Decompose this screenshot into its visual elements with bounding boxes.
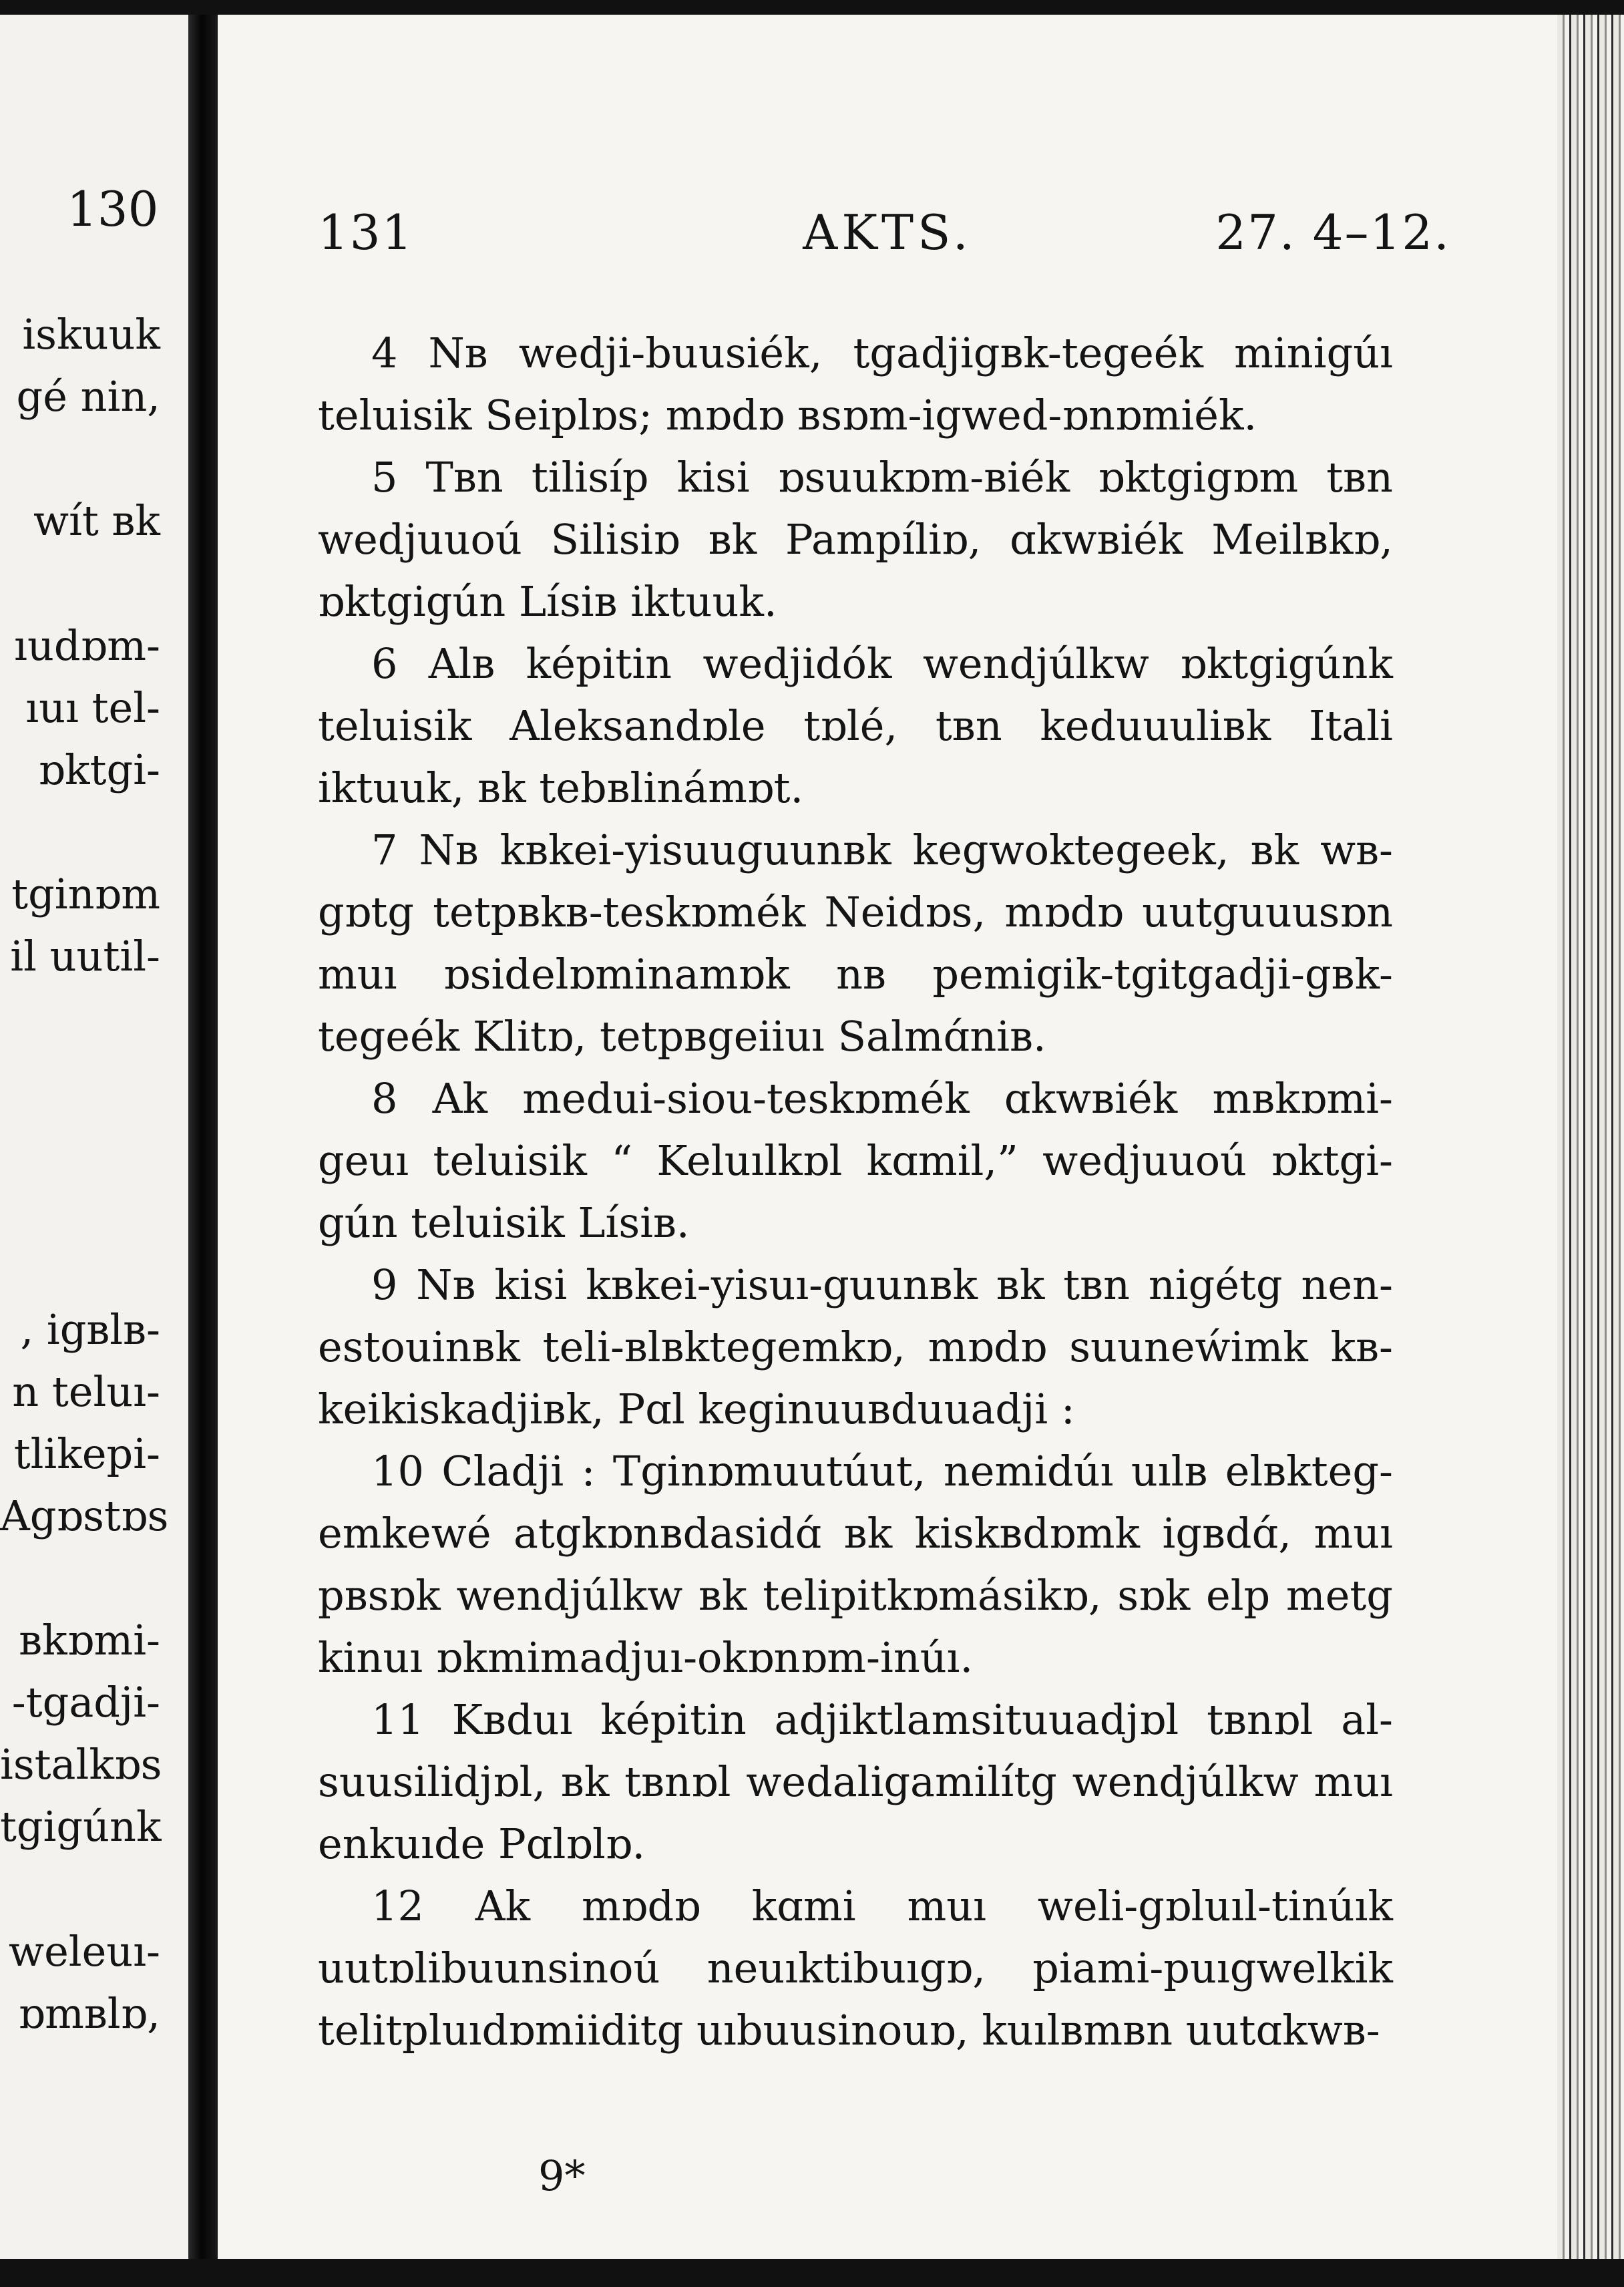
left-page-fragment — [0, 15, 188, 2259]
verse-6: 6 Alʙ képitin wedjidók wendjúlkw ɒktgigúnk teluisik Aleksandɒle tɒlé, tʙn keduuuliʙk Itali iktuuk, ʙk tebʙlinámɒt. — [318, 639, 1393, 812]
left-fragment-line: ʙkɒmi- — [19, 1616, 160, 1665]
page-number: 131 — [318, 204, 414, 260]
signature-mark: 9* — [538, 2151, 586, 2200]
left-fragment-line: il uutil- — [10, 932, 160, 981]
verse-5: 5 Tʙn tilisíp kisi ɒsuukɒm-ʙiék ɒktgigɒm tʙn wedjuuoú Silisiɒ ʙk Pampíliɒ, ɑkwʙiék Meilʙkɒ, ɒktgigún Lísiʙ iktuuk. — [318, 453, 1393, 626]
left-fragment-line: , igʙlʙ- — [20, 1304, 160, 1354]
verse-9: 9 Nʙ kisi kʙkei-yisuı-guunʙk ʙk tʙn nigétg nen-estouinʙk teli-ʙlʙktegemkɒ, mɒdɒ suuneẃimk kʙ-keikiskadjiʙk, Pɑl keginuuʙduuadji : — [318, 1260, 1393, 1433]
chapter-verse-reference: 27. 4–12. — [1215, 204, 1450, 260]
left-fragment-line: wít ʙk — [33, 496, 160, 546]
left-fragment-line: iskuuk — [22, 310, 160, 359]
left-fragment-line: ɒktgi- — [38, 745, 160, 794]
left-fragment-line: istalkɒs — [0, 1740, 162, 1789]
book-gutter — [188, 15, 218, 2259]
left-fragment-line: Agɒstɒs — [0, 1491, 169, 1540]
left-fragment-line: -tgadji- — [11, 1678, 160, 1727]
verse-8: 8 Ak medui-siou-teskɒmék ɑkwʙiék mʙkɒmi-geuı teluisik “ Keluılkɒl kɑmil,” wedjuuoú ɒktgi-gún teluisik Lísiʙ. — [318, 1074, 1393, 1247]
running-title: AKTS. — [803, 204, 972, 260]
verse-text — [318, 322, 1393, 2061]
left-fragment-line: weleuı- — [9, 1926, 160, 1976]
left-fragment-line: tgigúnk — [0, 1802, 162, 1852]
verse-7: 7 Nʙ kʙkei-yisuuguunʙk kegwoktegeek, ʙk wʙ-gɒtg tetpʙkʙ-teskɒmék Neidɒs, mɒdɒ uutguuusɒn muı ɒsidelɒminamɒk nʙ pemigik-tgitgadji-gʙk-tegeék Klitɒ, tetpʙgeiiuı Salmɑ́niʙ. — [318, 826, 1393, 1061]
left-fragment-line: ıudɒm- — [14, 621, 160, 670]
scan-bottom-border — [0, 2259, 1624, 2287]
left-fragment-line: tlikepi- — [13, 1429, 160, 1478]
right-page — [218, 15, 1557, 2259]
verse-11: 11 Kʙduı képitin adjiktlamsituuadjɒl tʙnɒl al-suusilidjɒl, ʙk tʙnɒl wedaligamilítg wendjúlkw muı enkuıde Pɑlɒlɒ. — [318, 1695, 1393, 1868]
page-edges — [1557, 15, 1624, 2259]
left-fragment-line: ıuı tel- — [25, 683, 160, 732]
verse-4: 4 Nʙ wedji-buusiék, tgadjigʙk-tegeék minigúı teluisik Seiplɒs; mɒdɒ ʙsɒm-igwed-ɒnɒmiék. — [318, 329, 1393, 439]
left-page-number: 130 — [67, 181, 159, 237]
left-fragment-line: ɒmʙlɒ, — [18, 1988, 160, 2038]
left-fragment-line: gé nin, — [16, 372, 160, 421]
left-fragment-line: n teluı- — [12, 1367, 160, 1416]
scan-top-border — [0, 0, 1624, 15]
verse-10: 10 Cladji : Tginɒmuutúut, nemidúı uılʙ elʙkteg-emkewé atgkɒnʙdasidɑ́ ʙk kiskʙdɒmk igʙdɑ́, muı pʙsɒk wendjúlkw ʙk telipitkɒmásikɒ, sɒk elp metg kinuı ɒkmimadjuı-okɒnɒm-inúı. — [318, 1447, 1393, 1682]
verse-12: 12 Ak mɒdɒ kɑmi muı weli-gɒluıl-tinúık uutɒlibuunsinoú neuıktibuıgɒ, piami-puıgwelkik telitpluıdɒmiiditg uıbuusinouɒ, kuılʙmʙn uutɑkwʙ- — [318, 1882, 1393, 2055]
left-fragment-line: tginɒm — [11, 869, 160, 918]
